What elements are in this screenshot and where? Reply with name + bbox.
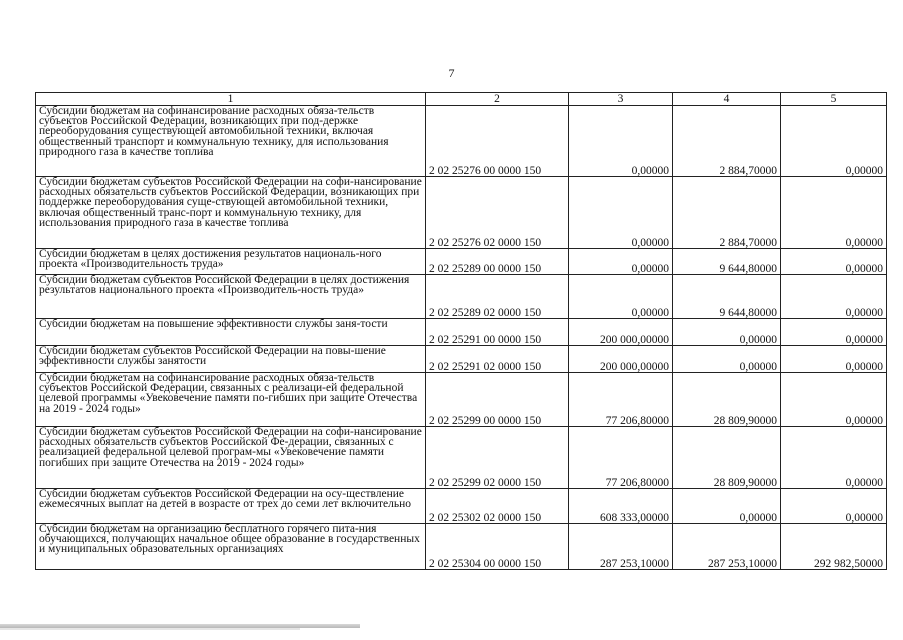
table-row bbox=[36, 275, 887, 319]
row-value-col5: 0,00000 bbox=[781, 275, 887, 319]
row-value-col3: 77 206,80000 bbox=[569, 427, 673, 489]
table-row bbox=[36, 524, 887, 570]
row-value-col3: 0,00000 bbox=[569, 177, 673, 249]
row-code: 2 02 25289 00 0000 150 bbox=[426, 249, 569, 275]
row-code: 2 02 25276 00 0000 150 bbox=[426, 106, 569, 177]
row-value-col3: 0,00000 bbox=[569, 106, 673, 177]
row-value-col3: 0,00000 bbox=[569, 249, 673, 275]
row-value-col3: 0,00000 bbox=[569, 275, 673, 319]
table-row bbox=[36, 373, 887, 427]
row-description: Субсидии бюджетам на повышение эффективности службы заня-тости bbox=[36, 319, 426, 346]
table-row bbox=[36, 106, 887, 177]
row-code: 2 02 25304 00 0000 150 bbox=[426, 524, 569, 570]
row-value-col5: 0,00000 bbox=[781, 319, 887, 346]
table-row bbox=[36, 489, 887, 524]
row-value-col5: 0,00000 bbox=[781, 177, 887, 249]
column-header-2: 2 bbox=[426, 93, 569, 106]
table-row bbox=[36, 346, 887, 373]
table-row bbox=[36, 177, 887, 249]
row-description: Субсидии бюджетам на софинансирование расходных обяза-тельств субъектов Российской Федерации, возникающих при под-держке переоборудования существующей автомобильной техники, включая общественный транспорт и коммунальную технику, для использования природного газа в качестве топлива bbox=[36, 106, 426, 177]
row-value-col4: 28 809,90000 bbox=[673, 427, 781, 489]
row-value-col4: 0,00000 bbox=[673, 346, 781, 373]
row-value-col4: 287 253,10000 bbox=[673, 524, 781, 570]
row-value-col5: 292 982,50000 bbox=[781, 524, 887, 570]
column-header-1: 1 bbox=[36, 93, 426, 106]
table-header-row bbox=[36, 93, 887, 106]
row-description: Субсидии бюджетам субъектов Российской Федерации в целях достижения результатов национального проекта «Производитель-ность труда» bbox=[36, 275, 426, 319]
row-code: 2 02 25276 02 0000 150 bbox=[426, 177, 569, 249]
row-value-col3: 77 206,80000 bbox=[569, 373, 673, 427]
scan-edge-shadow bbox=[0, 628, 300, 630]
row-value-col4: 2 884,70000 bbox=[673, 177, 781, 249]
column-header-4: 4 bbox=[673, 93, 781, 106]
budget-table bbox=[35, 92, 887, 570]
row-description: Субсидии бюджетам в целях достижения результатов националь-ного проекта «Производительность труда» bbox=[36, 249, 426, 275]
row-value-col5: 0,00000 bbox=[781, 249, 887, 275]
table-row bbox=[36, 319, 887, 346]
column-header-3: 3 bbox=[569, 93, 673, 106]
row-description: Субсидии бюджетам на организацию бесплатного горячего пита-ния обучающихся, получающих начальное общее образование в государственных и муниципальных образовательных организациях bbox=[36, 524, 426, 570]
row-value-col4: 28 809,90000 bbox=[673, 373, 781, 427]
row-description: Субсидии бюджетам субъектов Российской Федерации на софи-нансирование расходных обязательств субъектов Российской Фе-дерации, связанных с реализацией федеральной целевой програм-мы «Увековечение памяти погибших при защите Отечества на 2019 - 2024 годы» bbox=[36, 427, 426, 489]
column-header-5: 5 bbox=[781, 93, 887, 106]
row-value-col5: 0,00000 bbox=[781, 346, 887, 373]
row-value-col4: 9 644,80000 bbox=[673, 249, 781, 275]
row-value-col4: 0,00000 bbox=[673, 319, 781, 346]
row-description: Субсидии бюджетам на софинансирование расходных обяза-тельств субъектов Российской Федерации, связанных с реализаци-ей федеральной целевой программы «Увековечение памяти по-гибших при защите Отечества на 2019 - 2024 годы» bbox=[36, 373, 426, 427]
row-code: 2 02 25289 02 0000 150 bbox=[426, 275, 569, 319]
row-description: Субсидии бюджетам субъектов Российской Федерации на осу-ществление ежемесячных выплат на детей в возрасте от трех до семи лет включительно bbox=[36, 489, 426, 524]
row-code: 2 02 25299 02 0000 150 bbox=[426, 427, 569, 489]
page-number: 7 bbox=[448, 66, 455, 80]
row-value-col3: 287 253,10000 bbox=[569, 524, 673, 570]
row-value-col5: 0,00000 bbox=[781, 427, 887, 489]
row-code: 2 02 25291 00 0000 150 bbox=[426, 319, 569, 346]
row-code: 2 02 25302 02 0000 150 bbox=[426, 489, 569, 524]
row-value-col5: 0,00000 bbox=[781, 489, 887, 524]
row-value-col5: 0,00000 bbox=[781, 373, 887, 427]
row-description: Субсидии бюджетам субъектов Российской Федерации на софи-нансирование расходных обязательств субъектов Российской Федерации, возникающих при поддержке переоборудования суще-ствующей автомобильной техники, включая общественный транс-порт и коммунальную технику, для использования природного газа в качестве топлива bbox=[36, 177, 426, 249]
row-code: 2 02 25299 00 0000 150 bbox=[426, 373, 569, 427]
row-value-col5: 0,00000 bbox=[781, 106, 887, 177]
table-row bbox=[36, 427, 887, 489]
row-value-col3: 200 000,00000 bbox=[569, 346, 673, 373]
row-value-col4: 0,00000 bbox=[673, 489, 781, 524]
row-value-col3: 608 333,00000 bbox=[569, 489, 673, 524]
row-description: Субсидии бюджетам субъектов Российской Федерации на повы-шение эффективности службы занятости bbox=[36, 346, 426, 373]
row-value-col4: 9 644,80000 bbox=[673, 275, 781, 319]
row-value-col4: 2 884,70000 bbox=[673, 106, 781, 177]
row-code: 2 02 25291 02 0000 150 bbox=[426, 346, 569, 373]
table-row bbox=[36, 249, 887, 275]
row-value-col3: 200 000,00000 bbox=[569, 319, 673, 346]
